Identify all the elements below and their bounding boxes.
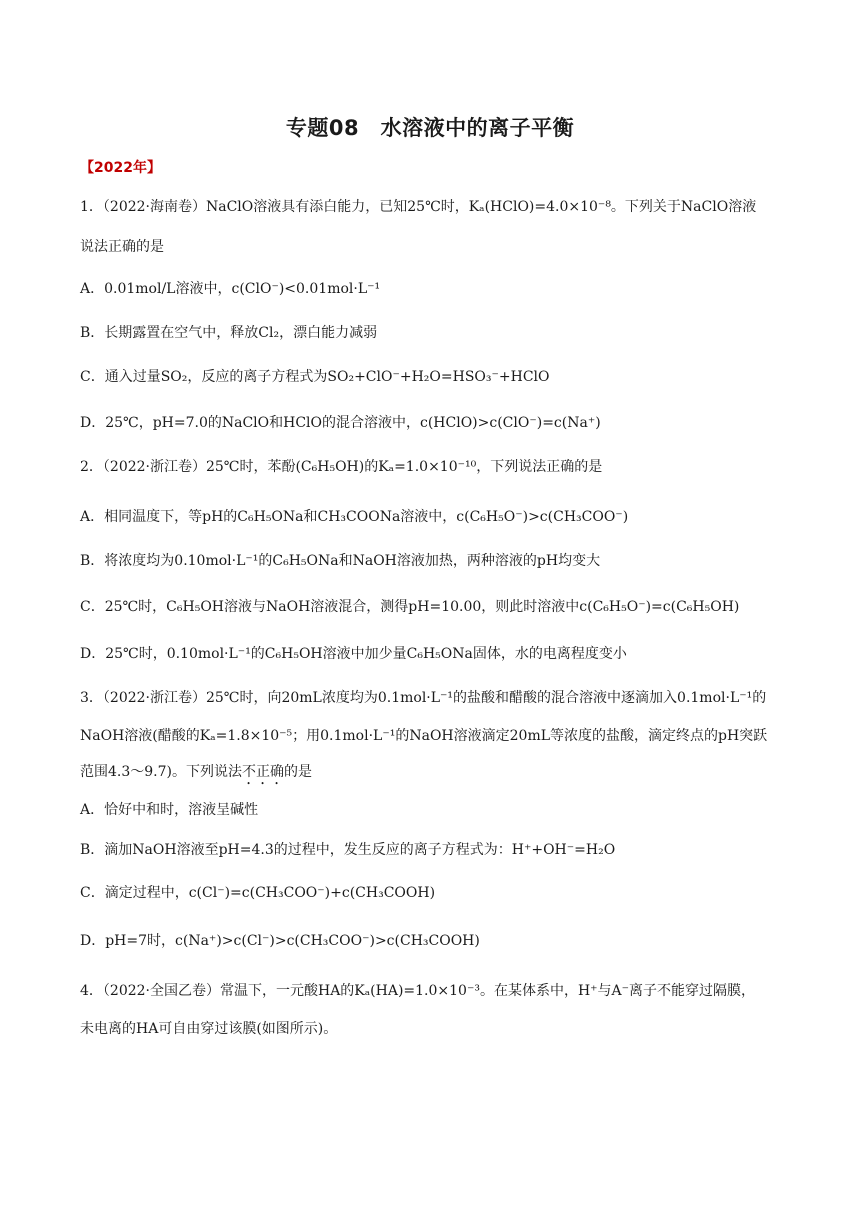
q1-option-a: A．0.01mol/L溶液中，c(ClO⁻)<0.01mol·L⁻¹ <box>80 281 381 297</box>
q3-option-c: C．滴定过程中，c(Cl⁻)=c(CH₃COO⁻)+c(CH₃COOH) <box>80 885 436 901</box>
q3-emphasis-not-correct: 不正确 <box>242 764 284 780</box>
q1-option-c: C．通入过量SO₂，反应的离子方程式为SO₂+ClO⁻+H₂O=HSO₃⁻+HClO <box>80 369 550 385</box>
q3-option-b: B．滴加NaOH溶液至pH=4.3的过程中，发生反应的离子方程式为：H⁺+OH⁻=H₂O <box>80 842 616 858</box>
q4-stem-line1: 4．（2022·全国乙卷）常温下，一元酸HA的Kₐ(HA)=1.0×10⁻³。在某体系中，H⁺与A⁻离子不能穿过隔膜， <box>80 983 756 999</box>
q3-stem-line2: NaOH溶液(醋酸的Kₐ=1.8×10⁻⁵；用0.1mol·L⁻¹的NaOH溶液滴定20mL等浓度的盐酸，滴定终点的pH突跃 <box>80 728 768 744</box>
q1-stem-line1: 1．（2022·海南卷）NaClO溶液具有添白能力，已知25℃时，Kₐ(HClO)=4.0×10⁻⁸。下列关于NaClO溶液 <box>80 199 757 215</box>
q1-option-d: D．25℃，pH=7.0的NaClO和HClO的混合溶液中，c(HClO)>c(ClO⁻)=c(Na⁺) <box>80 415 601 431</box>
q3-stem-line3 <box>80 762 312 788</box>
page-title: 专题08 水溶液中的离子平衡 <box>285 116 575 140</box>
q4-stem-line2: 未电离的HA可自由穿过该膜(如图所示)。 <box>80 1021 338 1037</box>
q3-option-a: A．恰好中和时，溶液呈碱性 <box>80 802 259 818</box>
q3-option-d: D．pH=7时，c(Na⁺)>c(Cl⁻)>c(CH₃COO⁻)>c(CH₃COOH) <box>80 933 480 949</box>
q3-stem-line3-pre: 范围4.3～9.7)。下列说法 <box>80 764 242 780</box>
q2-option-d: D．25℃时，0.10mol·L⁻¹的C₆H₅OH溶液中加少量C₆H₅ONa固体，水的电离程度变小 <box>80 646 627 662</box>
q3-stem-line3-post: 的是 <box>284 764 312 780</box>
q2-option-b: B．将浓度均为0.10mol·L⁻¹的C₆H₅ONa和NaOH溶液加热，两种溶液的pH均变大 <box>80 553 601 569</box>
year-tag: 【2022年】 <box>80 160 161 176</box>
q3-stem-line1: 3．（2022·浙江卷）25℃时，向20mL浓度均为0.1mol·L⁻¹的盐酸和醋酸的混合溶液中逐滴加入0.1mol·L⁻¹的 <box>80 690 767 706</box>
q2-option-a: A．相同温度下，等pH的C₆H₅ONa和CH₃COONa溶液中，c(C₆H₅O⁻)>c(CH₃COO⁻) <box>80 509 629 525</box>
q2-stem: 2．（2022·浙江卷）25℃时，苯酚(C₆H₅OH)的Kₐ=1.0×10⁻¹⁰，下列说法正确的是 <box>80 459 603 475</box>
q1-stem-line2: 说法正确的是 <box>80 239 164 255</box>
q2-option-c: C．25℃时，C₆H₅OH溶液与NaOH溶液混合，测得pH=10.00，则此时溶液中c(C₆H₅O⁻)=c(C₆H₅OH) <box>80 599 740 615</box>
q1-option-b: B．长期露置在空气中，释放Cl₂，漂白能力减弱 <box>80 325 378 341</box>
